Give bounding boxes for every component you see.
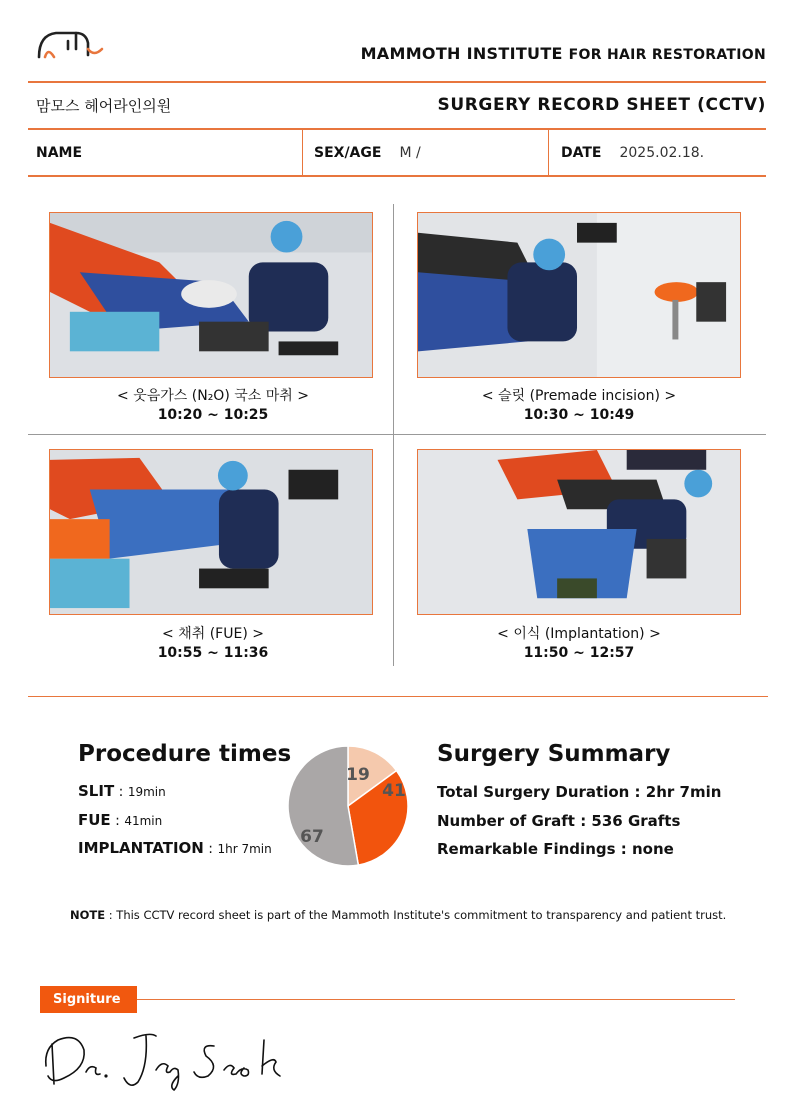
info-separator <box>302 130 303 176</box>
cctv-photo-slit <box>417 212 741 378</box>
procedure-times-title: Procedure times <box>78 741 292 767</box>
photo-caption: < 이식 (Implantation) > 11:50 ~ 12:57 <box>497 626 661 661</box>
pie-slice <box>288 746 358 866</box>
photo-caption: < 슬릿 (Premade incision) > 10:30 ~ 10:49 <box>481 388 677 423</box>
procedure-item-fue: FUE : 41min <box>78 811 163 829</box>
pie-data-label: 19 <box>346 765 370 785</box>
grid-divider-horizontal <box>28 434 766 435</box>
signature-line <box>137 999 735 1000</box>
date-value: 2025.02.18. <box>619 145 705 161</box>
cctv-photo-anesthesia <box>49 212 373 378</box>
info-separator <box>548 130 549 176</box>
photo-caption: < 채취 (FUE) > 10:55 ~ 11:36 <box>157 626 269 661</box>
info-bottom-divider <box>28 175 766 177</box>
name-label: NAME <box>36 145 83 161</box>
summary-findings: Remarkable Findings : none <box>437 840 674 858</box>
photo-caption: < 웃음가스 (N₂O) 국소 마취 > 10:20 ~ 10:25 <box>117 388 309 423</box>
summary-duration: Total Surgery Duration : 2hr 7min <box>437 783 722 801</box>
surgery-summary-title: Surgery Summary <box>437 741 671 767</box>
procedure-item-slit: SLIT : 19min <box>78 782 166 800</box>
procedure-time-pie-chart <box>286 744 410 868</box>
date-cell <box>561 130 704 176</box>
section-divider <box>28 696 768 697</box>
sheet-title: SURGERY RECORD SHEET (CCTV) <box>437 95 766 115</box>
cctv-photo-fue <box>49 449 373 615</box>
signature-badge: Signiture <box>40 986 137 1013</box>
pie-data-label: 67 <box>300 827 324 847</box>
mammoth-logo-icon <box>36 27 106 63</box>
handwritten-signature <box>38 1026 308 1092</box>
name-cell <box>36 130 100 176</box>
clinic-name-kr: 맘모스 헤어라인의원 <box>36 97 172 115</box>
cctv-photo-implantation <box>417 449 741 615</box>
procedure-item-implantation: IMPLANTATION : 1hr 7min <box>78 839 272 857</box>
pie-data-label: 41 <box>382 781 406 801</box>
header-divider <box>28 81 766 83</box>
grid-divider-vertical <box>393 204 394 666</box>
institute-name: MAMMOTH INSTITUTE FOR HAIR RESTORATION <box>360 44 766 63</box>
sexage-cell <box>314 130 421 176</box>
patient-info-row <box>28 130 766 176</box>
sexage-label: SEX/AGE <box>314 145 382 161</box>
date-label: DATE <box>561 145 602 161</box>
sexage-value: M / <box>399 145 421 161</box>
summary-grafts: Number of Graft : 536 Grafts <box>437 812 681 830</box>
transparency-note: NOTE : This CCTV record sheet is part of the Mammoth Institute's commitment to transparency and patient trust. <box>70 908 727 922</box>
